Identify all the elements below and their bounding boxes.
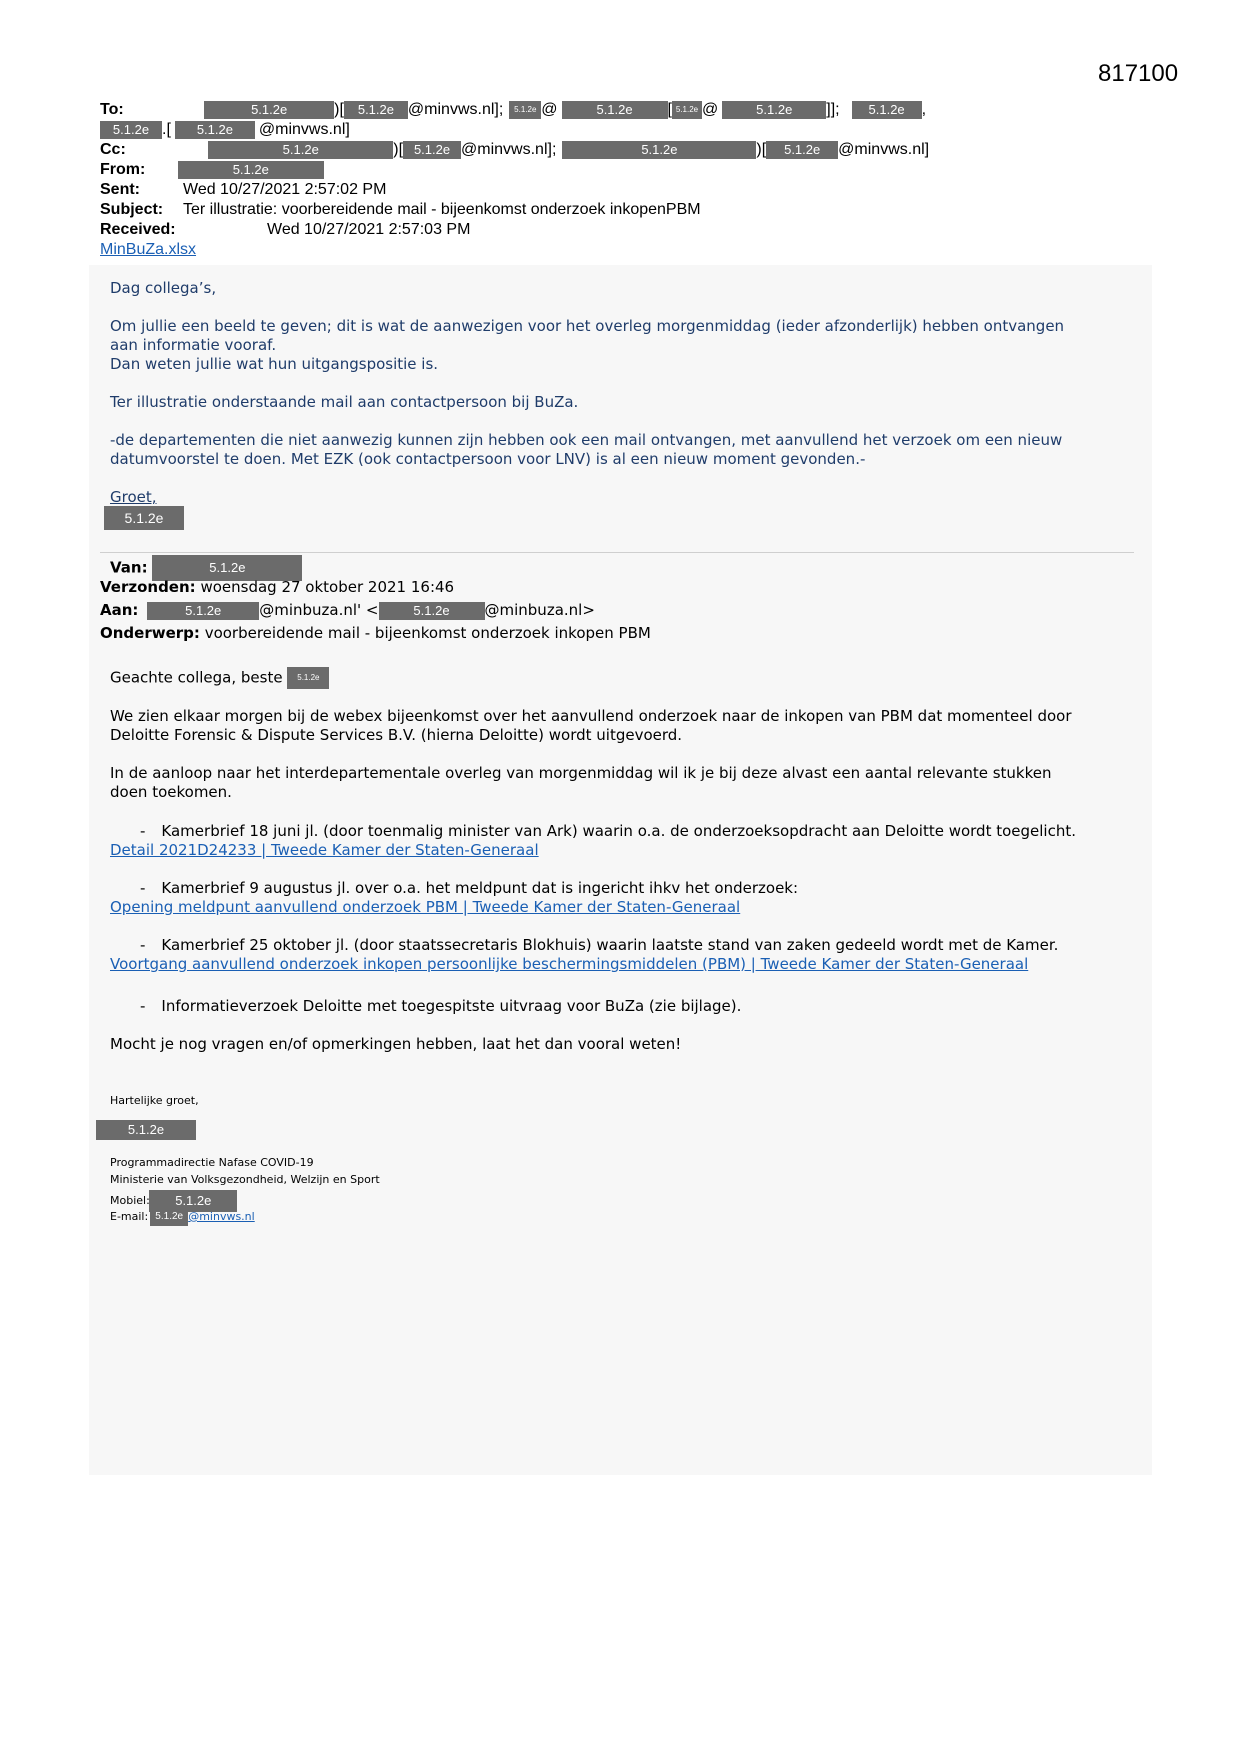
cc-addr-1: @minvws.nl]; (461, 141, 557, 158)
letter-closing: Hartelijke groet, (110, 1094, 199, 1107)
onderwerp-row (100, 624, 651, 643)
from-label: From: (100, 161, 146, 178)
list-item-text: Kamerbrief 18 juni jl. (door toenmalig minister van Ark) waarin o.a. de onderzoeksopdracht aan Deloitte wordt toegelicht. (161, 822, 1077, 840)
subject-value: Ter illustratie: voorbereidende mail - bijeenkomst onderzoek inkopenPBM (183, 201, 701, 218)
intro-line: datumvoorstel te doen. Met EZK (ook contactpersoon voor LNV) is al een nieuw moment gevonden.- (110, 450, 866, 468)
list-item (110, 997, 741, 1016)
subject-row (100, 200, 701, 220)
letter-paragraph-2 (110, 764, 1052, 802)
to-sep-3: ]]; (826, 101, 840, 118)
received-value: Wed 10/27/2021 2:57:03 PM (267, 221, 471, 238)
intro-paragraph-3 (110, 431, 1062, 469)
redaction-box: 5.1.2e (96, 1120, 196, 1140)
redaction-box: 5.1.2e (722, 101, 826, 119)
to-row (100, 100, 926, 120)
meldpunt-link[interactable]: Opening meldpunt aanvullend onderzoek PBM | Tweede Kamer der Staten-Generaal (110, 898, 741, 916)
voortgang-link[interactable]: Voortgang aanvullend onderzoek inkopen persoonlijke beschermingsmiddelen (PBM) | Tweede Kamer der Staten-Generaal (110, 955, 1029, 973)
intro-line: -de departementen die niet aanwezig kunnen zijn hebben ook een mail ontvangen, met aanvullend het verzoek om een nieuw (110, 431, 1063, 449)
received-label: Received: (100, 221, 176, 238)
onderwerp-label: Onderwerp: (100, 624, 200, 642)
redaction-box: 5.1.2e (766, 141, 838, 159)
intro-greeting: Dag collega’s, (110, 279, 217, 297)
aan-part-1: @minbuza.nl' < (259, 601, 379, 619)
letter-line: In de aanloop naar het interdepartementale overleg van morgenmiddag wil ik je bij deze alvast een aantal relevante stukken (110, 764, 1052, 782)
redaction-box: 5.1.2e (287, 667, 329, 689)
letter-paragraph-1 (110, 707, 1072, 745)
to-sep-1: )[ (334, 101, 344, 118)
list-item (110, 936, 1058, 974)
onderwerp-value: voorbereidende mail - bijeenkomst onderzoek inkopen PBM (204, 624, 651, 642)
letter-line: We zien elkaar morgen bij de webex bijeenkomst over het aanvullend onderzoek naar de inkopen van PBM dat momenteel door (110, 707, 1072, 725)
subject-label: Subject: (100, 201, 164, 218)
redaction-box: 5.1.2e (852, 101, 922, 119)
redaction-box: 5.1.2e (152, 555, 302, 581)
list-item-text: Kamerbrief 9 augustus jl. over o.a. het meldpunt dat is ingericht ihkv het onderzoek: (161, 879, 799, 897)
redaction-box: 5.1.2e (344, 101, 408, 119)
redaction-box: 5.1.2e (403, 141, 461, 159)
redaction-box: 5.1.2e (147, 602, 259, 620)
redaction-box: 5.1.2e (562, 101, 668, 119)
sent-label: Sent: (100, 181, 140, 198)
to-row-2 (100, 120, 350, 140)
cc-addr-2: @minvws.nl] (838, 141, 930, 158)
cc-sep-1: )[ (393, 141, 404, 158)
letter-line: doen toekomen. (110, 783, 232, 801)
from-row (100, 160, 324, 180)
list-item (110, 879, 798, 917)
list-item-text: Kamerbrief 25 oktober jl. (door staatssecretaris Blokhuis) waarin laatste stand van zaken gedeeld wordt met de Kamer. (161, 936, 1059, 954)
redaction-box: 5.1.2e (100, 121, 162, 139)
redaction-box: 5.1.2e (379, 602, 485, 620)
signature-email-row (110, 1208, 255, 1226)
bullet: - (140, 936, 146, 954)
bullet: - (140, 879, 146, 897)
redaction-box: 5.1.2e (175, 121, 255, 139)
email-label: E-mail: (110, 1210, 149, 1223)
letter-greeting: Geachte collega, beste (110, 668, 283, 687)
mobile-label: Mobiel: (110, 1194, 150, 1207)
redaction-box: 5.1.2e (104, 506, 184, 530)
aan-part-2: @minbuza.nl> (484, 601, 595, 619)
attachment-link[interactable]: MinBuZa.xlsx (100, 241, 197, 258)
cc-label: Cc: (100, 141, 126, 158)
received-row (100, 220, 471, 240)
verzonden-row (100, 578, 454, 597)
redaction-box: 5.1.2e (150, 1208, 188, 1226)
redaction-box: 5.1.2e (562, 141, 756, 159)
to-addr-1: @minvws.nl]; (407, 101, 504, 118)
intro-closing: Groet, (110, 488, 157, 506)
document-number: 817100 (1098, 60, 1179, 87)
redaction-box: 5.1.2e (509, 101, 541, 119)
bullet: - (140, 997, 146, 1015)
redaction-box: 5.1.2e (178, 161, 324, 179)
redaction-box: 5.1.2e (204, 101, 334, 119)
email-link[interactable]: @minvws.nl (188, 1210, 255, 1223)
cc-sep-2: )[ (756, 141, 767, 158)
to-at-1: @ (541, 101, 558, 118)
list-item-text: Informatieverzoek Deloitte met toegespitste uitvraag voor BuZa (zie bijlage). (161, 997, 742, 1015)
intro-paragraph-1 (110, 317, 1064, 374)
letter-greeting-row (110, 667, 329, 689)
to-sep-2: [ (667, 101, 672, 118)
to-sep-4: .[ (162, 121, 171, 138)
letter-paragraph-3: Mocht je nog vragen en/of opmerkingen hebben, laat het dan vooral weten! (110, 1035, 682, 1053)
van-label: Van: (110, 558, 148, 577)
to-addr-2: @minvws.nl] (258, 121, 350, 138)
aan-label: Aan: (100, 601, 139, 619)
sent-value: Wed 10/27/2021 2:57:02 PM (183, 181, 387, 198)
to-label: To: (100, 101, 124, 118)
intro-line: Om jullie een beeld te geven; dit is wat de aanwezigen voor het overleg morgenmiddag (ieder afzonderlijk) hebben ontvangen (110, 317, 1065, 335)
cc-row (100, 140, 929, 160)
intro-line: aan informatie vooraf. (110, 336, 277, 354)
redaction-box: 5.1.2e (149, 1190, 237, 1212)
verzonden-label: Verzonden: (100, 578, 196, 596)
sent-row (100, 180, 387, 200)
signature-dept: Programmadirectie Nafase COVID-19 (110, 1156, 314, 1169)
to-at-2: @ (702, 101, 719, 118)
detail-link[interactable]: Detail 2021D24233 | Tweede Kamer der Staten-Generaal (110, 841, 539, 859)
to-comma: , (921, 101, 927, 118)
intro-paragraph-2: Ter illustratie onderstaande mail aan contactpersoon bij BuZa. (110, 393, 579, 411)
signature-ministry: Ministerie van Volksgezondheid, Welzijn en Sport (110, 1173, 380, 1186)
divider (100, 552, 1134, 553)
bullet: - (140, 822, 146, 840)
aan-row (100, 601, 595, 620)
redaction-box: 5.1.2e (672, 101, 702, 119)
list-item (110, 822, 1076, 860)
verzonden-value: woensdag 27 oktober 2021 16:46 (200, 578, 455, 596)
letter-line: Deloitte Forensic & Dispute Services B.V. (hierna Deloitte) wordt uitgevoerd. (110, 726, 683, 744)
redaction-box: 5.1.2e (208, 141, 393, 159)
intro-line: Dan weten jullie wat hun uitgangspositie is. (110, 355, 439, 373)
